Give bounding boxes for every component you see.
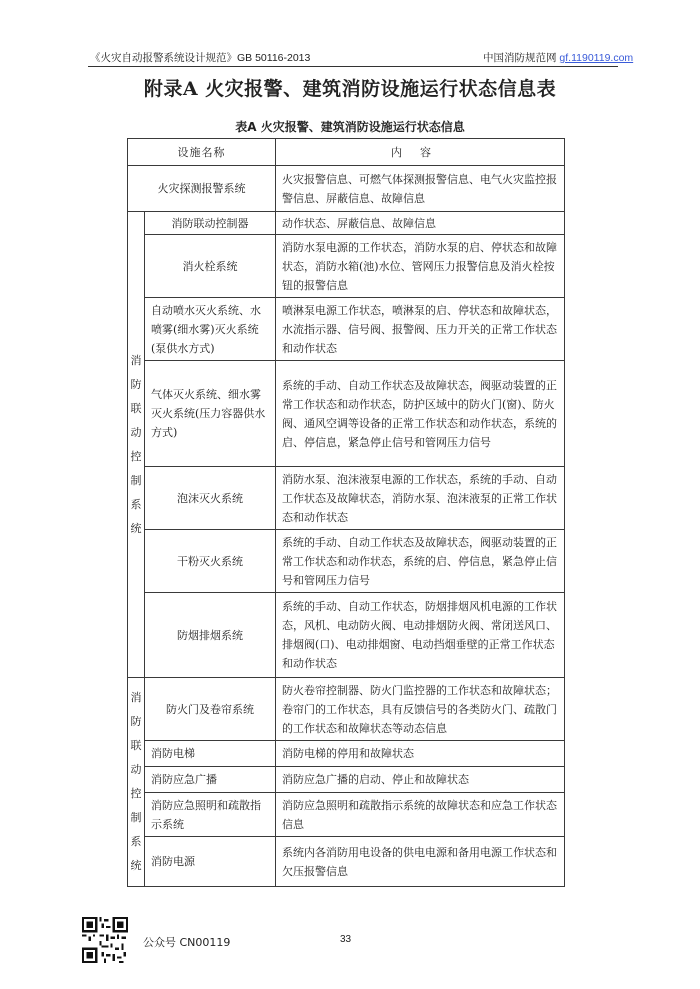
facility-name: 消防电源 bbox=[145, 837, 276, 887]
facility-name: 防火门及卷帘系统 bbox=[145, 678, 276, 741]
table-row bbox=[128, 793, 565, 837]
facility-content: 火灾报警信息、可燃气体探测报警信息、电气火灾监控报警信息、屏蔽信息、故障信息 bbox=[276, 166, 565, 212]
facility-name: 干粉灭火系统 bbox=[145, 530, 276, 593]
page-title: 附录A 火灾报警、建筑消防设施运行状态信息表 bbox=[143, 78, 557, 100]
header-divider bbox=[88, 66, 618, 67]
facility-content: 系统内各消防用电设备的供电电源和备用电源工作状态和欠压报警信息 bbox=[276, 837, 565, 887]
table-row bbox=[128, 166, 565, 212]
table-row bbox=[128, 678, 565, 741]
status-info-table bbox=[127, 138, 565, 887]
facility-name: 消防应急照明和疏散指示系统 bbox=[145, 793, 276, 837]
group-label-linkage-control: 消防联动控制系统 bbox=[128, 212, 145, 678]
facility-content: 喷淋泵电源工作状态，喷淋泵的启、停状态和故障状态，水流指示器、信号阀、报警阀、压力开关的正常工作状态和动作状态 bbox=[276, 298, 565, 361]
qr-code-icon bbox=[82, 917, 128, 963]
facility-name: 消防应急广播 bbox=[145, 767, 276, 793]
table-row bbox=[128, 593, 565, 678]
header-content: 内容 bbox=[276, 139, 565, 166]
facility-name: 火灾探测报警系统 bbox=[128, 166, 276, 212]
header-site-link[interactable]: gf.1190119.com bbox=[559, 52, 634, 64]
facility-content: 消防应急广播的启动、停止和故障状态 bbox=[276, 767, 565, 793]
facility-name: 防烟排烟系统 bbox=[145, 593, 276, 678]
page-number: 33 bbox=[340, 934, 352, 945]
facility-content: 系统的手动、自动工作状态及故障状态，阀驱动装置的正常工作状态和动作状态，防护区域中的防火门(窗)、防火阀、通风空调等设备的正常工作状态和动作状态，系统的启、停信息，紧急停止信号和管网压力信号 bbox=[276, 361, 565, 467]
facility-content: 动作状态、屏蔽信息、故障信息 bbox=[276, 212, 565, 235]
footer-account: 公众号 CN00119 bbox=[143, 936, 231, 949]
facility-content: 系统的手动、自动工作状态，防烟排烟风机电源的工作状态，风机、电动防火阀、电动排烟防火阀、常闭送风口、排烟阀(口)、电动排烟窗、电动挡烟垂壁的正常工作状态和动作状态 bbox=[276, 593, 565, 678]
table-row bbox=[128, 837, 565, 887]
table-row bbox=[128, 361, 565, 467]
facility-name: 气体灭火系统、细水雾灭火系统(压力容器供水方式) bbox=[145, 361, 276, 467]
facility-content: 消防应急照明和疏散指示系统的故障状态和应急工作状态信息 bbox=[276, 793, 565, 837]
facility-name: 泡沫灭火系统 bbox=[145, 467, 276, 530]
group-label-linkage-control-2: 消防联动控制系统 bbox=[128, 678, 145, 887]
table-row bbox=[128, 767, 565, 793]
table-row bbox=[128, 235, 565, 298]
table-row bbox=[128, 467, 565, 530]
facility-content: 防火卷帘控制器、防火门监控器的工作状态和故障状态；卷帘门的工作状态，具有反馈信号的各类防火门、疏散门的工作状态和故障状态等动态信息 bbox=[276, 678, 565, 741]
table-row bbox=[128, 212, 565, 235]
header-site-name: 中国消防规范网 bbox=[483, 52, 557, 64]
table-row bbox=[128, 298, 565, 361]
table-row bbox=[128, 530, 565, 593]
facility-content: 消防电梯的停用和故障状态 bbox=[276, 741, 565, 767]
table-row bbox=[128, 741, 565, 767]
table-header-row bbox=[128, 139, 565, 166]
facility-name: 消防联动控制器 bbox=[145, 212, 276, 235]
facility-content: 消防水泵、泡沫液泵电源的工作状态，系统的手动、自动工作状态及故障状态，消防水泵、泡沫液泵的正常工作状态和动作状态 bbox=[276, 467, 565, 530]
facility-content: 系统的手动、自动工作状态及故障状态，阀驱动装置的正常工作状态和动作状态，系统的启、停信息，紧急停止信号和管网压力信号 bbox=[276, 530, 565, 593]
header-document-title: 《火灾自动报警系统设计规范》GB 50116-2013 bbox=[90, 52, 311, 64]
header-site[interactable] bbox=[483, 50, 633, 65]
facility-name: 消防电梯 bbox=[145, 741, 276, 767]
facility-content: 消防水泵电源的工作状态，消防水泵的启、停状态和故障状态，消防水箱(池)水位、管网压力报警信息及消火栓按钮的报警信息 bbox=[276, 235, 565, 298]
table-caption: 表A 火灾报警、建筑消防设施运行状态信息 bbox=[235, 120, 465, 134]
facility-name: 消火栓系统 bbox=[145, 235, 276, 298]
header-facility-name: 设施名称 bbox=[128, 139, 276, 166]
facility-name: 自动喷水灭火系统、水喷雾(细水雾)灭火系统(泵供水方式) bbox=[145, 298, 276, 361]
